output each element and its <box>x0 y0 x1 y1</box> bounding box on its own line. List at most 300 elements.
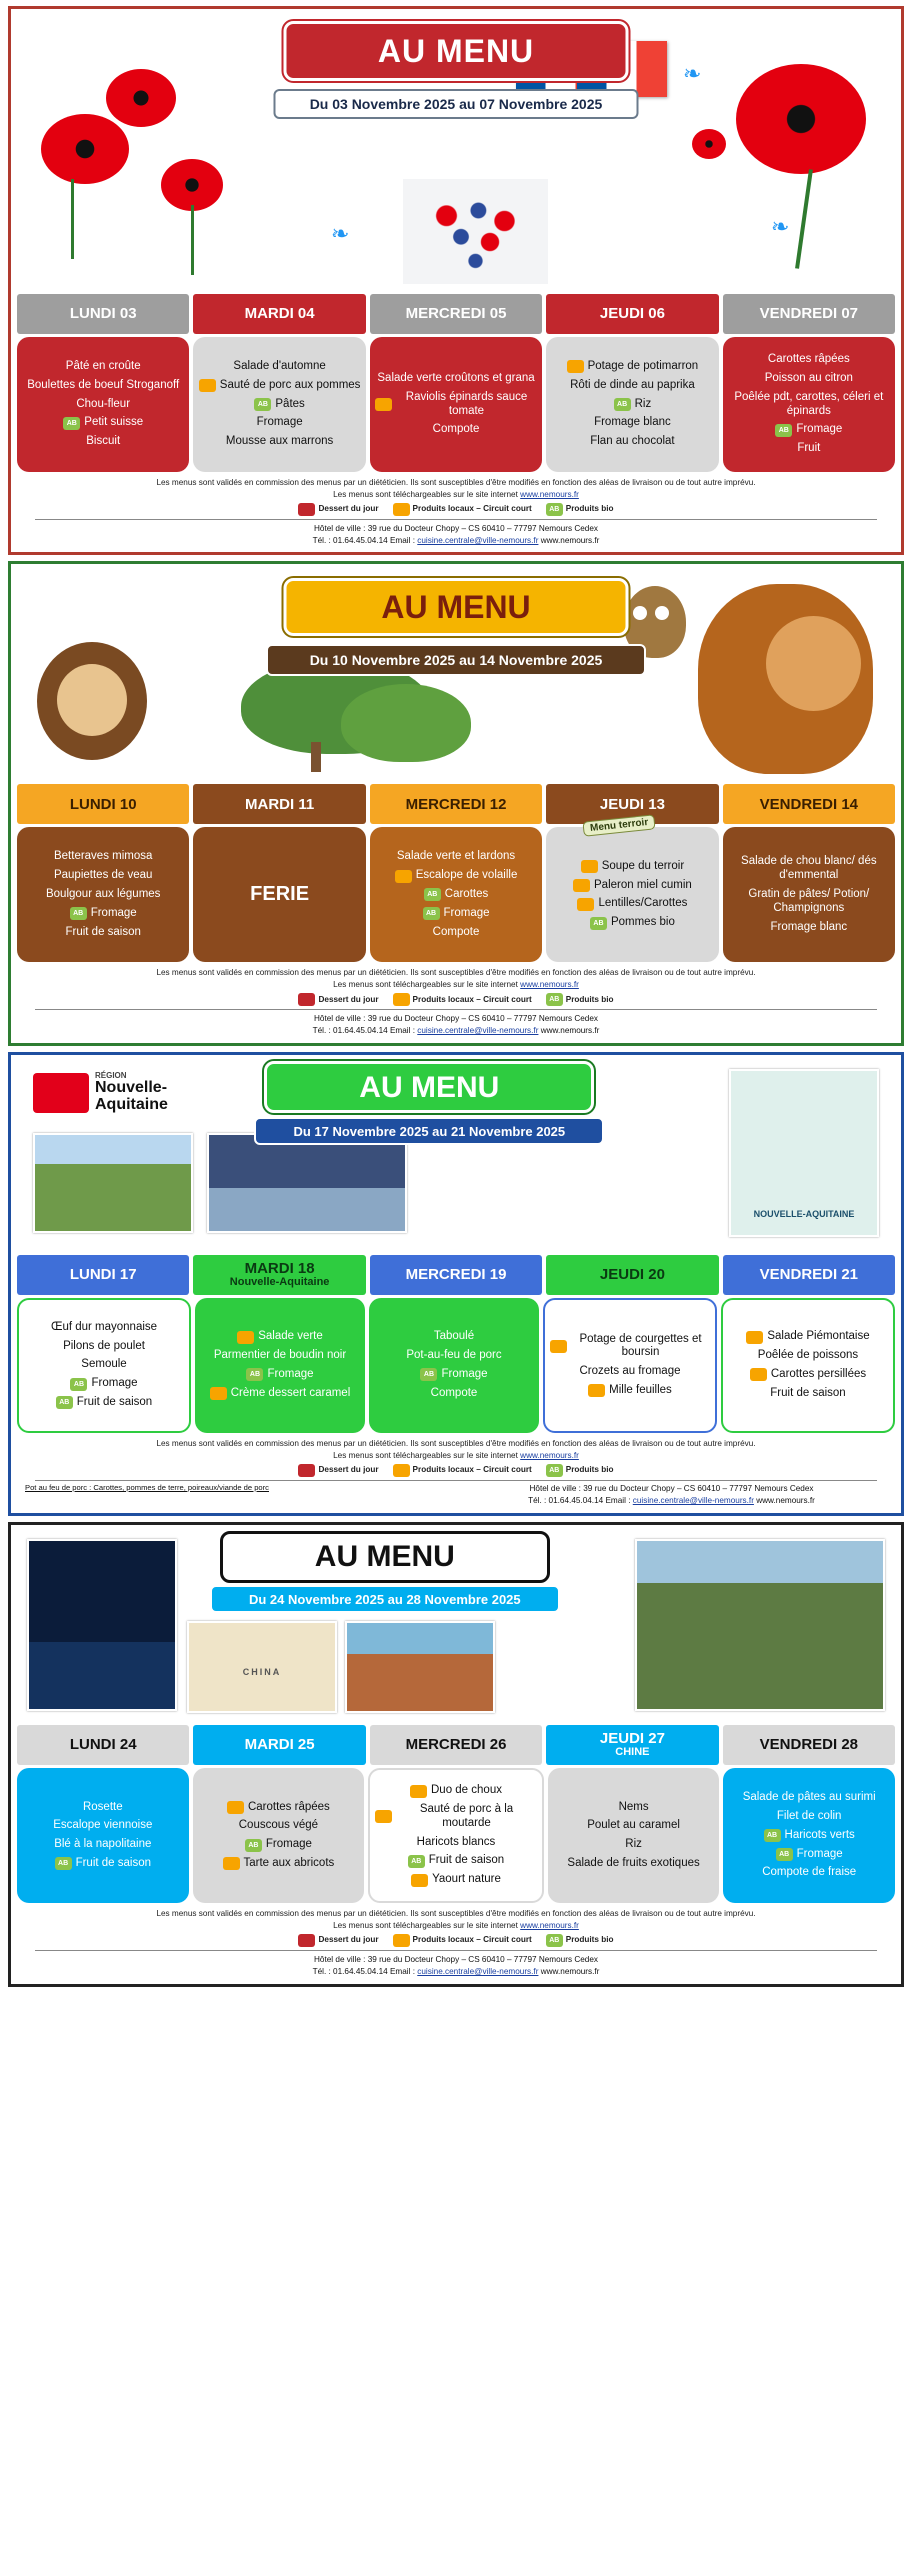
menu-item-text: Poulet au caramel <box>587 1819 680 1832</box>
week2-daterange-banner <box>266 644 646 676</box>
day-header-jeudi <box>546 1725 718 1765</box>
day-header-lundi <box>17 1255 189 1295</box>
legend-item-label: Produits locaux – Circuit court <box>412 1465 532 1475</box>
day-label: MERCREDI 26 <box>405 1736 507 1754</box>
menu-item <box>374 1330 534 1344</box>
week4-days-row <box>11 1725 901 1765</box>
legend-line-2 <box>21 1450 891 1462</box>
menu-item-text: Poêlée pdt, carottes, céleri et épinards <box>734 390 884 417</box>
day-label: JEUDI 06 <box>599 305 665 323</box>
contact-phone: Tél. : 01.64.45.04.14 Email : <box>312 536 418 546</box>
day-header-vendredi <box>723 784 895 824</box>
week2-title-banner <box>284 578 629 636</box>
menu-card <box>17 1298 191 1433</box>
menu-item-text: Fruit de saison <box>65 925 141 938</box>
menu-item <box>728 391 890 419</box>
menu-item <box>375 1803 537 1831</box>
day-sublabel: Nouvelle-Aquitaine <box>229 1275 330 1288</box>
day-header-lundi <box>17 294 189 334</box>
legend-item-bio <box>546 1934 614 1947</box>
week2-title: AU MENU <box>381 589 531 626</box>
menu-item-text: Escalope de volaille <box>415 869 518 882</box>
legend-line-2 <box>21 979 891 991</box>
poppy-icon <box>736 64 866 174</box>
legend-item-label: Dessert du jour <box>318 1465 379 1475</box>
menu-item <box>198 1857 360 1871</box>
local-badge-icon <box>210 1387 227 1400</box>
dessert-badge-icon <box>298 993 315 1006</box>
menu-card <box>370 827 542 962</box>
legend-item-label: Produits locaux – Circuit court <box>412 504 532 514</box>
menu-item-text: Salade d'automne <box>233 360 326 372</box>
menu-item-text: Pilons de poulet <box>63 1339 145 1352</box>
website-link[interactable]: www.nemours.fr <box>520 1921 579 1931</box>
dessert-badge-icon <box>298 1934 315 1947</box>
menu-item-text: Sauté de porc à la moutarde <box>419 1803 514 1829</box>
legend-item-local <box>393 1934 532 1947</box>
day-label: VENDREDI 14 <box>759 795 859 813</box>
menu-item <box>200 1368 360 1382</box>
poppy-icon <box>41 114 129 184</box>
day-header-mardi <box>193 294 365 334</box>
day-label: MERCREDI 19 <box>405 1265 507 1283</box>
menu-item <box>551 416 713 430</box>
menu-item <box>728 1810 890 1824</box>
local-badge-icon <box>581 860 598 873</box>
menu-item-text: Fromage <box>256 416 303 429</box>
menu-item-text: Escalope viennoise <box>53 1819 153 1832</box>
menu-card <box>193 1768 365 1903</box>
tree-icon <box>341 684 471 762</box>
local-badge-icon <box>393 503 410 516</box>
butterfly-icon: ❧ <box>331 221 350 246</box>
menu-item-text: Chou-fleur <box>76 397 131 410</box>
menu-item-text: Fromage blanc <box>594 416 671 429</box>
menu-item-text: Nems <box>618 1800 649 1813</box>
poppy-icon <box>692 129 726 159</box>
menu-item <box>22 888 184 902</box>
local-badge-icon <box>567 360 584 373</box>
pot-au-feu-note: Pot au feu de porc : Carottes, pommes de terre, poireaux/viande de porc <box>25 1482 269 1492</box>
day-label: MARDI 04 <box>244 305 315 323</box>
legend-line-2-prefix: Les menus sont téléchargeables sur le site internet <box>333 1450 521 1460</box>
menu-item <box>22 1838 184 1852</box>
menu-item-text: Lentilles/Carottes <box>598 897 688 910</box>
legend-line-2 <box>21 1920 891 1932</box>
menu-item-text: Sauté de porc aux pommes <box>219 378 361 391</box>
email-link[interactable]: cuisine.centrale@ville-nemours.fr <box>417 1026 539 1036</box>
bio-badge-icon: AB <box>55 1857 72 1870</box>
contact-address: Hôtel de ville : 39 rue du Docteur Chopy – CS 60410 – 77797 Nemours Cedex <box>529 1483 814 1493</box>
lion-icon <box>33 1073 89 1113</box>
menu-item-text: Compote <box>432 423 480 436</box>
legend-item-label: Produits bio <box>565 504 614 514</box>
bio-badge-icon: AB <box>56 1396 73 1409</box>
email-link[interactable]: cuisine.centrale@ville-nemours.fr <box>417 1967 539 1977</box>
day-header-jeudi <box>546 1255 718 1295</box>
menu-item <box>728 1349 888 1363</box>
week3-title-banner <box>264 1061 594 1113</box>
legend-item-label: Produits bio <box>565 1935 614 1945</box>
local-badge-icon <box>573 879 590 892</box>
menu-item-text: Soupe du terroir <box>601 859 685 872</box>
menu-item-text: Boulettes de boeuf Stroganoff <box>27 378 180 391</box>
week4-title: AU MENU <box>314 1540 455 1574</box>
bio-badge-icon: AB <box>546 1934 563 1947</box>
legend-items <box>21 503 891 516</box>
menu-item <box>22 1819 184 1833</box>
bio-badge-icon: AB <box>245 1839 262 1852</box>
legend-item-bio <box>546 503 614 516</box>
menu-card <box>17 1768 189 1903</box>
region-logo-kicker: RÉGION <box>95 1070 127 1080</box>
menu-item <box>728 372 890 386</box>
menu-item <box>728 888 890 916</box>
local-badge-icon <box>410 1785 427 1798</box>
menu-item <box>198 1838 360 1852</box>
legend-block <box>11 474 901 520</box>
menu-item <box>198 379 360 393</box>
menu-item-text: Duo de choux <box>431 1784 502 1797</box>
menu-card <box>546 337 718 472</box>
legend-item-local <box>393 993 532 1006</box>
local-badge-icon <box>746 1331 763 1344</box>
contact-website: www.nemours.fr <box>538 1026 600 1036</box>
week-card-2 <box>8 561 904 1045</box>
menu-item <box>200 1330 360 1344</box>
menu-item <box>375 372 537 386</box>
week3-title: AU MENU <box>359 1070 500 1104</box>
week3-daterange-banner <box>254 1117 604 1145</box>
website-link[interactable]: www.nemours.fr <box>520 1450 579 1460</box>
menu-item-text: Potage de potimarron <box>587 360 699 372</box>
menu-item <box>551 879 713 893</box>
menu-item-text: Fruit de saison <box>428 1854 505 1867</box>
day-label: MERCREDI 12 <box>405 795 507 813</box>
menu-item-text: Fruit <box>797 442 821 455</box>
bio-badge-icon: AB <box>246 1368 263 1381</box>
week-card-4 <box>8 1522 904 1986</box>
week4-menu-cards <box>11 1765 901 1905</box>
menu-item-text: Fruit de saison <box>76 1395 153 1408</box>
menu-item <box>375 926 537 940</box>
dessert-badge-icon <box>298 1464 315 1477</box>
menu-item <box>728 1791 890 1805</box>
menu-item-text: Fromage <box>441 1367 488 1380</box>
monkey-face <box>57 664 127 736</box>
menu-item-text: Fromage <box>90 906 137 919</box>
legend-items <box>21 1464 891 1477</box>
day-label: MARDI 11 <box>245 795 315 813</box>
menu-card <box>723 827 895 962</box>
contact-website: www.nemours.fr <box>538 536 600 546</box>
menu-item <box>200 1387 360 1401</box>
week1-title: AU MENU <box>377 33 535 69</box>
contact-website: www.nemours.fr <box>538 1967 600 1977</box>
china-map-image <box>187 1621 337 1713</box>
menu-item-text: Pot-au-feu de porc <box>406 1348 502 1361</box>
menu-item <box>22 435 184 449</box>
contact-phone-email <box>11 535 901 547</box>
day-label: LUNDI 17 <box>69 1265 137 1283</box>
week4-daterange-banner <box>210 1585 560 1613</box>
menu-item <box>22 1801 184 1815</box>
legend-item-dessert <box>298 993 378 1006</box>
poppy-icon <box>106 69 176 127</box>
menu-card <box>368 1768 544 1903</box>
bordeaux-photo <box>207 1133 407 1233</box>
menu-item-text: Compote <box>432 925 480 938</box>
menu-item <box>24 1396 184 1410</box>
bio-badge-icon: AB <box>764 1829 781 1842</box>
legend-line-2 <box>21 489 891 501</box>
menu-item-text: Salade verte <box>258 1330 323 1343</box>
week3-hero <box>11 1055 901 1255</box>
contact-block <box>11 520 901 553</box>
menu-item <box>728 1330 888 1344</box>
day-header-vendredi <box>723 294 895 334</box>
menu-item-text: Pâtes <box>275 397 305 410</box>
menu-item <box>728 1387 888 1401</box>
menu-item <box>24 1340 184 1354</box>
legend-item-label: Dessert du jour <box>318 994 379 1004</box>
day-header-lundi <box>17 1725 189 1765</box>
menu-card <box>721 1298 895 1433</box>
week3-daterange: Du 17 Novembre 2025 au 21 Novembre 2025 <box>293 1123 566 1139</box>
day-label: LUNDI 10 <box>69 795 137 813</box>
local-badge-icon <box>393 993 410 1006</box>
legend-item-bio <box>546 993 614 1006</box>
menu-item-text: Crozets au fromage <box>579 1365 681 1378</box>
menu-item <box>550 1384 710 1398</box>
legend-line-1: Les menus sont validés en commission des menus par un diététicien. Ils sont susceptibles d'être modifiés en fonction des aléas de livraison ou de tout autre imprévu. <box>156 478 756 487</box>
menu-item <box>22 907 184 921</box>
menu-item-text: Salade verte croûtons et grana <box>377 371 535 384</box>
contact-block <box>456 1483 887 1508</box>
menu-item <box>198 398 360 412</box>
menu-item <box>24 1321 184 1335</box>
menu-item-text: Œuf dur mayonnaise <box>50 1320 158 1333</box>
menu-item-text: Fromage <box>443 906 490 919</box>
map-label: NOUVELLE-AQUITAINE <box>753 1208 855 1219</box>
menu-item-text: Betteraves mimosa <box>53 850 153 863</box>
menu-item-text: Parmentier de boudin noir <box>213 1348 347 1361</box>
menu-item-text: Haricots blancs <box>416 1835 496 1848</box>
menu-item <box>728 855 890 883</box>
terroir-banner-label: Menu terroir <box>589 817 649 835</box>
menu-item <box>375 1854 537 1868</box>
menu-card <box>723 1768 895 1903</box>
local-badge-icon <box>393 1934 410 1947</box>
email-link[interactable]: cuisine.centrale@ville-nemours.fr <box>632 1495 754 1505</box>
menu-item <box>198 416 360 430</box>
menu-item-text: Filet de colin <box>776 1809 842 1822</box>
bio-badge-icon: AB <box>424 888 441 901</box>
day-header-mercredi <box>370 1725 542 1765</box>
menu-item <box>551 398 713 412</box>
menu-item <box>374 1368 534 1382</box>
menu-item-text: Salade de pâtes au surimi <box>742 1791 876 1804</box>
squirrel-face <box>766 616 861 711</box>
butterfly-icon: ❧ <box>683 61 702 86</box>
menu-item <box>374 1349 534 1363</box>
legend-line-2-prefix: Les menus sont téléchargeables sur le site internet <box>333 1921 521 1931</box>
legend-items <box>21 1934 891 1947</box>
legend-item-dessert <box>298 1464 378 1477</box>
menu-item-text: Fromage <box>267 1367 314 1380</box>
day-header-vendredi <box>723 1725 895 1765</box>
menu-item-text: Riz <box>634 397 652 410</box>
menu-item-text: Pâté en croûte <box>65 360 141 372</box>
menu-item <box>550 1333 710 1361</box>
menu-item <box>728 1848 890 1862</box>
menu-item-text: Compote de fraise <box>762 1866 857 1879</box>
menu-item <box>728 353 890 367</box>
poppy-stem <box>191 205 194 275</box>
bio-badge-icon: AB <box>70 907 87 920</box>
great-wall-photo <box>635 1539 885 1711</box>
contact-address: Hôtel de ville : 39 rue du Docteur Chopy – CS 60410 – 77797 Nemours Cedex <box>314 1954 598 1964</box>
menu-card <box>543 1298 717 1433</box>
menu-item <box>551 860 713 874</box>
menu-item-text: Potage de courgettes et boursin <box>579 1332 702 1359</box>
menu-item-text: Poisson au citron <box>764 371 853 384</box>
legend-block <box>11 1905 901 1951</box>
menu-item <box>551 435 713 449</box>
day-header-mercredi <box>370 784 542 824</box>
menu-item-text: Yaourt nature <box>432 1873 501 1886</box>
local-badge-icon <box>237 1331 254 1344</box>
local-badge-icon <box>393 1464 410 1477</box>
ferie-label: FERIE <box>250 883 310 906</box>
day-label: JEUDI 13 <box>599 795 665 813</box>
poppy-stem <box>795 169 813 269</box>
week1-menu-cards <box>11 334 901 474</box>
menu-item <box>375 850 537 864</box>
local-badge-icon <box>395 870 412 883</box>
contact-block <box>11 1010 901 1043</box>
menu-item <box>728 1866 890 1880</box>
week2-hero <box>11 564 901 784</box>
menu-card <box>370 337 542 472</box>
menu-item <box>374 1387 534 1401</box>
bio-badge-icon: AB <box>63 417 80 430</box>
menu-item <box>24 1377 184 1391</box>
legend-item-local <box>393 503 532 516</box>
menu-item-text: Fruit de saison <box>75 1856 152 1869</box>
email-link[interactable]: cuisine.centrale@ville-nemours.fr <box>417 536 539 546</box>
menu-item-text: Haricots verts <box>784 1828 855 1841</box>
day-label: JEUDI 27 <box>599 1730 665 1748</box>
menu-item <box>22 1857 184 1871</box>
menu-card <box>195 1298 365 1433</box>
menu-item <box>551 897 713 911</box>
day-header-mercredi <box>370 1255 542 1295</box>
day-header-mercredi <box>370 294 542 334</box>
menu-item-text: Riz <box>625 1838 642 1851</box>
legend-item-label: Produits bio <box>565 994 614 1004</box>
menu-item <box>728 1829 890 1843</box>
legend-item-label: Dessert du jour <box>318 504 379 514</box>
menu-item-text: Fromage <box>796 423 843 436</box>
menu-item <box>553 1838 715 1852</box>
week4-title-banner <box>220 1531 550 1583</box>
contact-website: www.nemours.fr <box>753 1495 815 1505</box>
menu-card <box>369 1298 539 1433</box>
bio-badge-icon: AB <box>70 1378 87 1391</box>
legend-item-local <box>393 1464 532 1477</box>
contact-phone-email <box>11 1966 901 1978</box>
week3-days-row <box>11 1255 901 1295</box>
contact-address: Hôtel de ville : 39 rue du Docteur Chopy – CS 60410 – 77797 Nemours Cedex <box>314 523 598 533</box>
menu-item-text: Blé à la napolitaine <box>54 1838 152 1851</box>
menu-item-text: Salade de chou blanc/ dés d'emmental <box>741 855 877 882</box>
vineyard-photo <box>33 1133 193 1233</box>
dessert-badge-icon <box>298 503 315 516</box>
menu-item-text: Salade Piémontaise <box>767 1330 870 1343</box>
contact-phone: Tél. : 01.64.45.04.14 Email : <box>528 1495 633 1505</box>
menu-item <box>375 888 537 902</box>
local-badge-icon <box>199 379 216 392</box>
menu-item <box>22 379 184 393</box>
website-link[interactable]: www.nemours.fr <box>520 489 579 499</box>
menu-item-text: Compote <box>430 1386 478 1399</box>
contact-phone-email <box>11 1025 901 1037</box>
menu-item <box>553 1819 715 1833</box>
website-link[interactable]: www.nemours.fr <box>520 980 579 990</box>
poppy-stem <box>71 179 74 259</box>
local-badge-icon <box>411 1874 428 1887</box>
menu-item-text: Paleron miel cumin <box>594 878 692 891</box>
menu-item-text: Salade verte et lardons <box>396 850 516 863</box>
contact-phone-email <box>456 1495 887 1507</box>
contact-block <box>11 1951 901 1984</box>
contact-phone: Tél. : 01.64.45.04.14 Email : <box>312 1026 418 1036</box>
menu-item <box>22 360 184 374</box>
week3-menu-cards <box>11 1295 901 1435</box>
menu-item <box>198 360 360 374</box>
menu-item-text: Fruit de saison <box>770 1386 846 1399</box>
bio-badge-icon: AB <box>408 1855 425 1868</box>
week1-daterange-banner <box>274 89 639 119</box>
menu-item-text: Flan au chocolat <box>590 435 675 448</box>
legend-block <box>11 1435 901 1481</box>
menu-item <box>550 1365 710 1379</box>
shanghai-photo <box>27 1539 177 1711</box>
legend-line-1: Les menus sont validés en commission des menus par un diététicien. Ils sont susceptibles d'être modifiés en fonction des aléas de livraison ou de tout autre imprévu. <box>156 968 756 978</box>
region-logo <box>33 1069 213 1121</box>
menu-item <box>200 1349 360 1363</box>
bio-badge-icon: AB <box>546 993 563 1006</box>
local-badge-icon <box>750 1368 767 1381</box>
local-badge-icon <box>375 1810 392 1823</box>
menu-item-text: Fromage <box>265 1838 312 1851</box>
legend-item-label: Produits locaux – Circuit court <box>412 1935 532 1945</box>
legend-line-1: Les menus sont validés en commission des menus par un diététicien. Ils sont susceptibles d'être modifiés en fonction des aléas de livraison ou de tout autre imprévu. <box>156 1909 756 1919</box>
legend-line-2-prefix: Les menus sont téléchargeables sur le site internet <box>333 980 521 990</box>
menu-item <box>22 850 184 864</box>
day-header-mardi <box>193 784 365 824</box>
menu-item-text: Rosette <box>82 1800 123 1813</box>
bio-badge-icon: AB <box>614 398 631 411</box>
day-label: VENDREDI 07 <box>759 305 859 323</box>
menu-card <box>193 337 365 472</box>
day-label: VENDREDI 21 <box>759 1265 859 1283</box>
legend-line-2-prefix: Les menus sont téléchargeables sur le site internet <box>333 489 521 499</box>
menu-item-text: Petit suisse <box>84 416 144 429</box>
menu-item <box>375 391 537 419</box>
bio-badge-icon: AB <box>254 398 271 411</box>
